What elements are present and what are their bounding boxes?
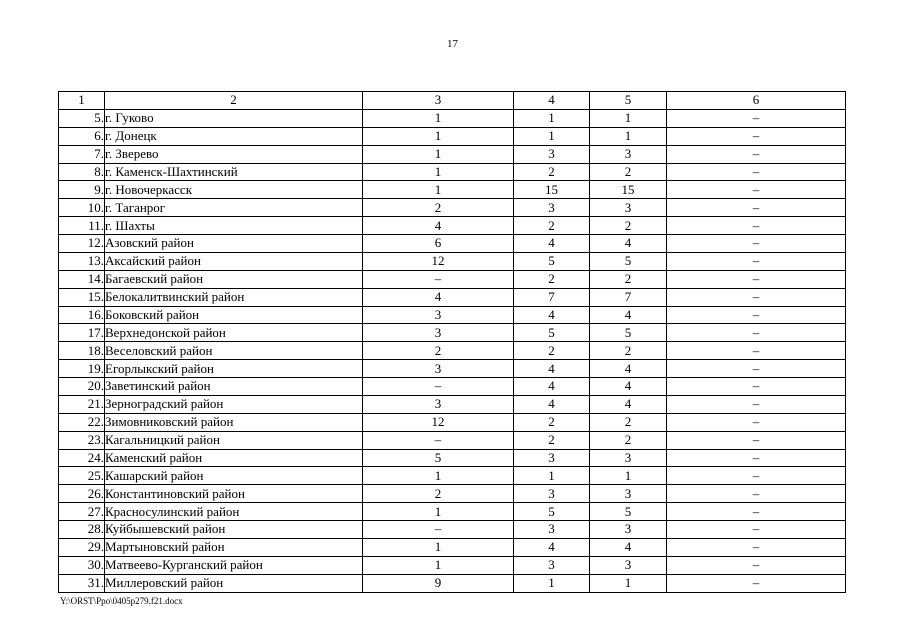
table-cell-col-2: Куйбышевский район (105, 521, 363, 539)
table-cell-col-1: 26. (59, 485, 105, 503)
table-cell-col-1: 18. (59, 342, 105, 360)
table-cell-col-5: 3 (590, 145, 667, 163)
table-cell-col-5: 3 (590, 485, 667, 503)
header-cell-3: 3 (363, 92, 514, 110)
table-cell-col-3: 12 (363, 252, 514, 270)
table-cell-col-1: 10. (59, 199, 105, 217)
table-cell-col-1: 23. (59, 431, 105, 449)
table-cell-col-1: 9. (59, 181, 105, 199)
table-cell-col-6: – (667, 556, 846, 574)
table-cell-col-1: 21. (59, 395, 105, 413)
table-cell-col-6: – (667, 270, 846, 288)
table-cell-col-4: 3 (514, 199, 590, 217)
table-cell-col-3: 3 (363, 306, 514, 324)
table-cell-col-3: 2 (363, 199, 514, 217)
table-cell-col-3: 9 (363, 574, 514, 592)
table-cell-col-2: Белокалитвинский район (105, 288, 363, 306)
table-row (59, 503, 846, 521)
table-cell-col-5: 4 (590, 538, 667, 556)
table-cell-col-6: – (667, 127, 846, 145)
table-cell-col-2: г. Таганрог (105, 199, 363, 217)
table-cell-col-4: 4 (514, 395, 590, 413)
table-cell-col-3: 1 (363, 538, 514, 556)
table-row (59, 431, 846, 449)
table-cell-col-4: 5 (514, 252, 590, 270)
table-row (59, 306, 846, 324)
table-cell-col-1: 17. (59, 324, 105, 342)
table-row (59, 127, 846, 145)
table-cell-col-3: 12 (363, 413, 514, 431)
table-cell-col-3: 2 (363, 342, 514, 360)
table-row (59, 199, 846, 217)
table-row (59, 467, 846, 485)
table-cell-col-6: – (667, 109, 846, 127)
table-cell-col-6: – (667, 163, 846, 181)
table-cell-col-4: 2 (514, 270, 590, 288)
table-row (59, 538, 846, 556)
header-cell-4: 4 (514, 92, 590, 110)
table-cell-col-5: 5 (590, 324, 667, 342)
table-cell-col-2: Егорлыкский район (105, 360, 363, 378)
table-cell-col-4: 3 (514, 145, 590, 163)
table-cell-col-3: – (363, 431, 514, 449)
table-cell-col-5: 4 (590, 360, 667, 378)
page-number: 17 (447, 38, 458, 50)
table-cell-col-4: 3 (514, 521, 590, 539)
table-row (59, 163, 846, 181)
table-cell-col-4: 2 (514, 413, 590, 431)
table-cell-col-6: – (667, 378, 846, 396)
table-cell-col-5: 2 (590, 163, 667, 181)
table-cell-col-5: 4 (590, 235, 667, 253)
table-cell-col-6: – (667, 449, 846, 467)
header-cell-1: 1 (59, 92, 105, 110)
table-cell-col-3: 2 (363, 485, 514, 503)
table-row (59, 288, 846, 306)
table-cell-col-2: Багаевский район (105, 270, 363, 288)
file-path-footer: Y:\ORST\Ppo\0405p279.f21.docx (60, 596, 183, 606)
table-cell-col-6: – (667, 431, 846, 449)
table-row (59, 217, 846, 235)
table-cell-col-1: 14. (59, 270, 105, 288)
table-row (59, 109, 846, 127)
table-cell-col-2: Заветинский район (105, 378, 363, 396)
table-row (59, 324, 846, 342)
table-cell-col-4: 1 (514, 467, 590, 485)
table-cell-col-4: 2 (514, 342, 590, 360)
table-cell-col-2: Веселовский район (105, 342, 363, 360)
table-cell-col-1: 31. (59, 574, 105, 592)
table-cell-col-3: 1 (363, 127, 514, 145)
table-cell-col-1: 22. (59, 413, 105, 431)
table-cell-col-3: 3 (363, 324, 514, 342)
table-cell-col-5: 2 (590, 431, 667, 449)
table-cell-col-3: 1 (363, 181, 514, 199)
table-cell-col-1: 19. (59, 360, 105, 378)
table-cell-col-6: – (667, 574, 846, 592)
table-cell-col-3: – (363, 521, 514, 539)
table-cell-col-4: 4 (514, 235, 590, 253)
table-cell-col-6: – (667, 342, 846, 360)
table-cell-col-5: 2 (590, 342, 667, 360)
table-cell-col-5: 2 (590, 413, 667, 431)
header-cell-6: 6 (667, 92, 846, 110)
table-cell-col-4: 7 (514, 288, 590, 306)
table-cell-col-4: 5 (514, 324, 590, 342)
table-cell-col-1: 15. (59, 288, 105, 306)
table-cell-col-2: Матвеево-Курганский район (105, 556, 363, 574)
table-cell-col-5: 1 (590, 127, 667, 145)
table-row (59, 145, 846, 163)
table-cell-col-3: 4 (363, 288, 514, 306)
table-cell-col-5: 2 (590, 217, 667, 235)
table-cell-col-3: 1 (363, 109, 514, 127)
table-cell-col-6: – (667, 503, 846, 521)
table-cell-col-5: 15 (590, 181, 667, 199)
table-cell-col-3: 1 (363, 467, 514, 485)
table-row (59, 413, 846, 431)
table-cell-col-2: г. Каменск-Шахтинский (105, 163, 363, 181)
table-cell-col-6: – (667, 360, 846, 378)
table-cell-col-5: 5 (590, 503, 667, 521)
table-cell-col-1: 7. (59, 145, 105, 163)
table-cell-col-5: 4 (590, 306, 667, 324)
table-cell-col-5: 1 (590, 574, 667, 592)
table-row (59, 378, 846, 396)
table-cell-col-6: – (667, 467, 846, 485)
table-cell-col-5: 3 (590, 556, 667, 574)
table-cell-col-5: 3 (590, 521, 667, 539)
table-row (59, 395, 846, 413)
table-cell-col-3: 1 (363, 503, 514, 521)
table-cell-col-1: 8. (59, 163, 105, 181)
table-cell-col-6: – (667, 538, 846, 556)
table-cell-col-6: – (667, 217, 846, 235)
table-cell-col-6: – (667, 288, 846, 306)
table-cell-col-2: Азовский район (105, 235, 363, 253)
table-cell-col-6: – (667, 181, 846, 199)
table-cell-col-1: 6. (59, 127, 105, 145)
table-cell-col-6: – (667, 521, 846, 539)
table-cell-col-6: – (667, 324, 846, 342)
header-cell-2: 2 (105, 92, 363, 110)
table-cell-col-6: – (667, 306, 846, 324)
table-row (59, 449, 846, 467)
table-row (59, 252, 846, 270)
table-body (59, 92, 846, 593)
table-cell-col-2: Кагальницкий район (105, 431, 363, 449)
table-cell-col-5: 4 (590, 378, 667, 396)
table-row (59, 574, 846, 592)
table-cell-col-2: г. Шахты (105, 217, 363, 235)
table-cell-col-4: 4 (514, 360, 590, 378)
table-cell-col-2: Верхнедонской район (105, 324, 363, 342)
table-cell-col-5: 4 (590, 395, 667, 413)
table-cell-col-3: – (363, 270, 514, 288)
table-cell-col-1: 20. (59, 378, 105, 396)
table-row (59, 235, 846, 253)
table-cell-col-2: Зерноградский район (105, 395, 363, 413)
table-cell-col-2: г. Гуково (105, 109, 363, 127)
table-cell-col-4: 4 (514, 538, 590, 556)
table-cell-col-4: 3 (514, 449, 590, 467)
table-cell-col-1: 25. (59, 467, 105, 485)
table-cell-col-2: Боковский район (105, 306, 363, 324)
table-cell-col-3: 3 (363, 395, 514, 413)
table-cell-col-2: Красносулинский район (105, 503, 363, 521)
table-cell-col-3: 1 (363, 556, 514, 574)
table-cell-col-6: – (667, 252, 846, 270)
table-cell-col-4: 2 (514, 163, 590, 181)
table-cell-col-4: 1 (514, 127, 590, 145)
table-cell-col-2: г. Зверево (105, 145, 363, 163)
table-cell-col-2: Мартыновский район (105, 538, 363, 556)
table-cell-col-5: 3 (590, 449, 667, 467)
table-cell-col-6: – (667, 199, 846, 217)
table-row (59, 360, 846, 378)
table-cell-col-4: 4 (514, 378, 590, 396)
table-cell-col-6: – (667, 395, 846, 413)
table-cell-col-4: 2 (514, 431, 590, 449)
table-cell-col-3: 1 (363, 145, 514, 163)
table-cell-col-5: 2 (590, 270, 667, 288)
table-cell-col-5: 7 (590, 288, 667, 306)
data-table (58, 91, 846, 593)
table-cell-col-1: 5. (59, 109, 105, 127)
table-cell-col-3: 4 (363, 217, 514, 235)
table-cell-col-5: 3 (590, 199, 667, 217)
table-row (59, 342, 846, 360)
table-cell-col-2: Зимовниковский район (105, 413, 363, 431)
table-cell-col-4: 4 (514, 306, 590, 324)
table-row (59, 521, 846, 539)
table-cell-col-3: 1 (363, 163, 514, 181)
table-cell-col-4: 3 (514, 556, 590, 574)
table-cell-col-1: 28. (59, 521, 105, 539)
header-row (59, 92, 846, 110)
table-row (59, 556, 846, 574)
table-row (59, 485, 846, 503)
table-cell-col-2: Миллеровский район (105, 574, 363, 592)
table-cell-col-2: г. Донецк (105, 127, 363, 145)
table-cell-col-4: 5 (514, 503, 590, 521)
table-cell-col-2: Константиновский район (105, 485, 363, 503)
table-cell-col-1: 13. (59, 252, 105, 270)
table-cell-col-6: – (667, 235, 846, 253)
table-cell-col-4: 1 (514, 109, 590, 127)
table-cell-col-3: 5 (363, 449, 514, 467)
table-cell-col-1: 27. (59, 503, 105, 521)
table-cell-col-1: 29. (59, 538, 105, 556)
table-cell-col-2: Каменский район (105, 449, 363, 467)
table-cell-col-2: Аксайский район (105, 252, 363, 270)
table-cell-col-1: 11. (59, 217, 105, 235)
table-cell-col-1: 30. (59, 556, 105, 574)
header-cell-5: 5 (590, 92, 667, 110)
table-cell-col-4: 1 (514, 574, 590, 592)
table-cell-col-4: 2 (514, 217, 590, 235)
table-cell-col-6: – (667, 145, 846, 163)
table-row (59, 181, 846, 199)
table-cell-col-5: 1 (590, 467, 667, 485)
table-row (59, 270, 846, 288)
table-cell-col-6: – (667, 413, 846, 431)
table-cell-col-4: 3 (514, 485, 590, 503)
table-cell-col-6: – (667, 485, 846, 503)
table-cell-col-1: 24. (59, 449, 105, 467)
table-cell-col-5: 5 (590, 252, 667, 270)
table-cell-col-2: Кашарский район (105, 467, 363, 485)
table-cell-col-3: – (363, 378, 514, 396)
table-cell-col-2: г. Новочеркасск (105, 181, 363, 199)
table-cell-col-1: 16. (59, 306, 105, 324)
table-cell-col-4: 15 (514, 181, 590, 199)
table-cell-col-3: 3 (363, 360, 514, 378)
table-cell-col-5: 1 (590, 109, 667, 127)
table-cell-col-3: 6 (363, 235, 514, 253)
table-cell-col-1: 12. (59, 235, 105, 253)
